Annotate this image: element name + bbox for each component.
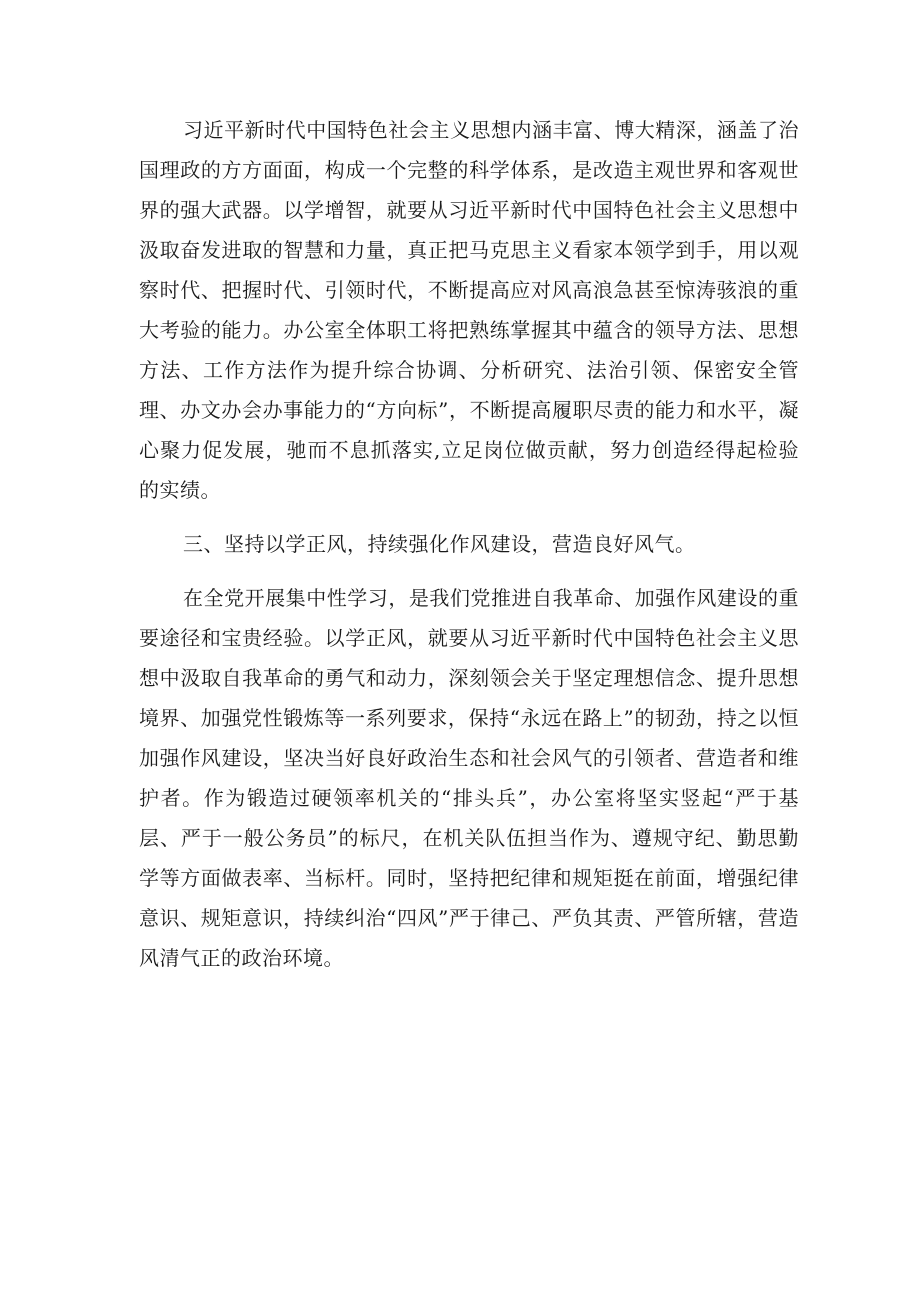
paragraph-study-wisdom: 习近平新时代中国特色社会主义思想内涵丰富、博大精深，涵盖了治国理政的方方面面，构成一个完整的科学体系，是改造主观世界和客观世界的强大武器。以学增智，就要从习近平新时代中国特色社会主义思想中汲取奋发进取的智慧和力量，真正把马克思主义看家本领学到手，用以观察时代、把握时代、引领时代，不断提高应对风高浪急甚至惊涛骇浪的重大考验的能力。办公室全体职工将把熟练掌握其中蕴含的领导方法、思想方法、工作方法作为提升综合协调、分析研究、法治引领、保密安全管理、办文办会办事能力的“方向标”，不断提高履职尽责的能力和水平，凝心聚力促发展，驰而不息抓落实,立足岗位做贡献，努力创造经得起检验的实绩。 xyxy=(139,118,799,502)
section-heading-three: 三、坚持以学正风，持续强化作风建设，营造良好风气。 xyxy=(183,532,696,556)
paragraph-study-style: 在全党开展集中性学习，是我们党推进自我革命、加强作风建设的重要途径和宝贵经验。以学正风，就要从习近平新时代中国特色社会主义思想中汲取自我革命的勇气和动力，深刻领会关于坚定理想信念、提升思想境界、加强党性锻炼等一系列要求，保持“永远在路上”的韧劲，持之以恒加强作风建设，坚决当好良好政治生态和社会风气的引领者、营造者和维护者。作为锻造过硬领率机关的“排头兵”，办公室将坚实竖起“严于基层、严于一般公务员”的标尺，在机关队伍担当作为、遵规守纪、勤思勤学等方面做表率、当标杆。同时，坚持把纪律和规矩挺在前面，增强纪律意识、规矩意识，持续纠治“四风”严于律己、严负其责、严管所辖，营造风清气正的政治环境。 xyxy=(139,586,799,970)
document-body xyxy=(139,110,799,978)
